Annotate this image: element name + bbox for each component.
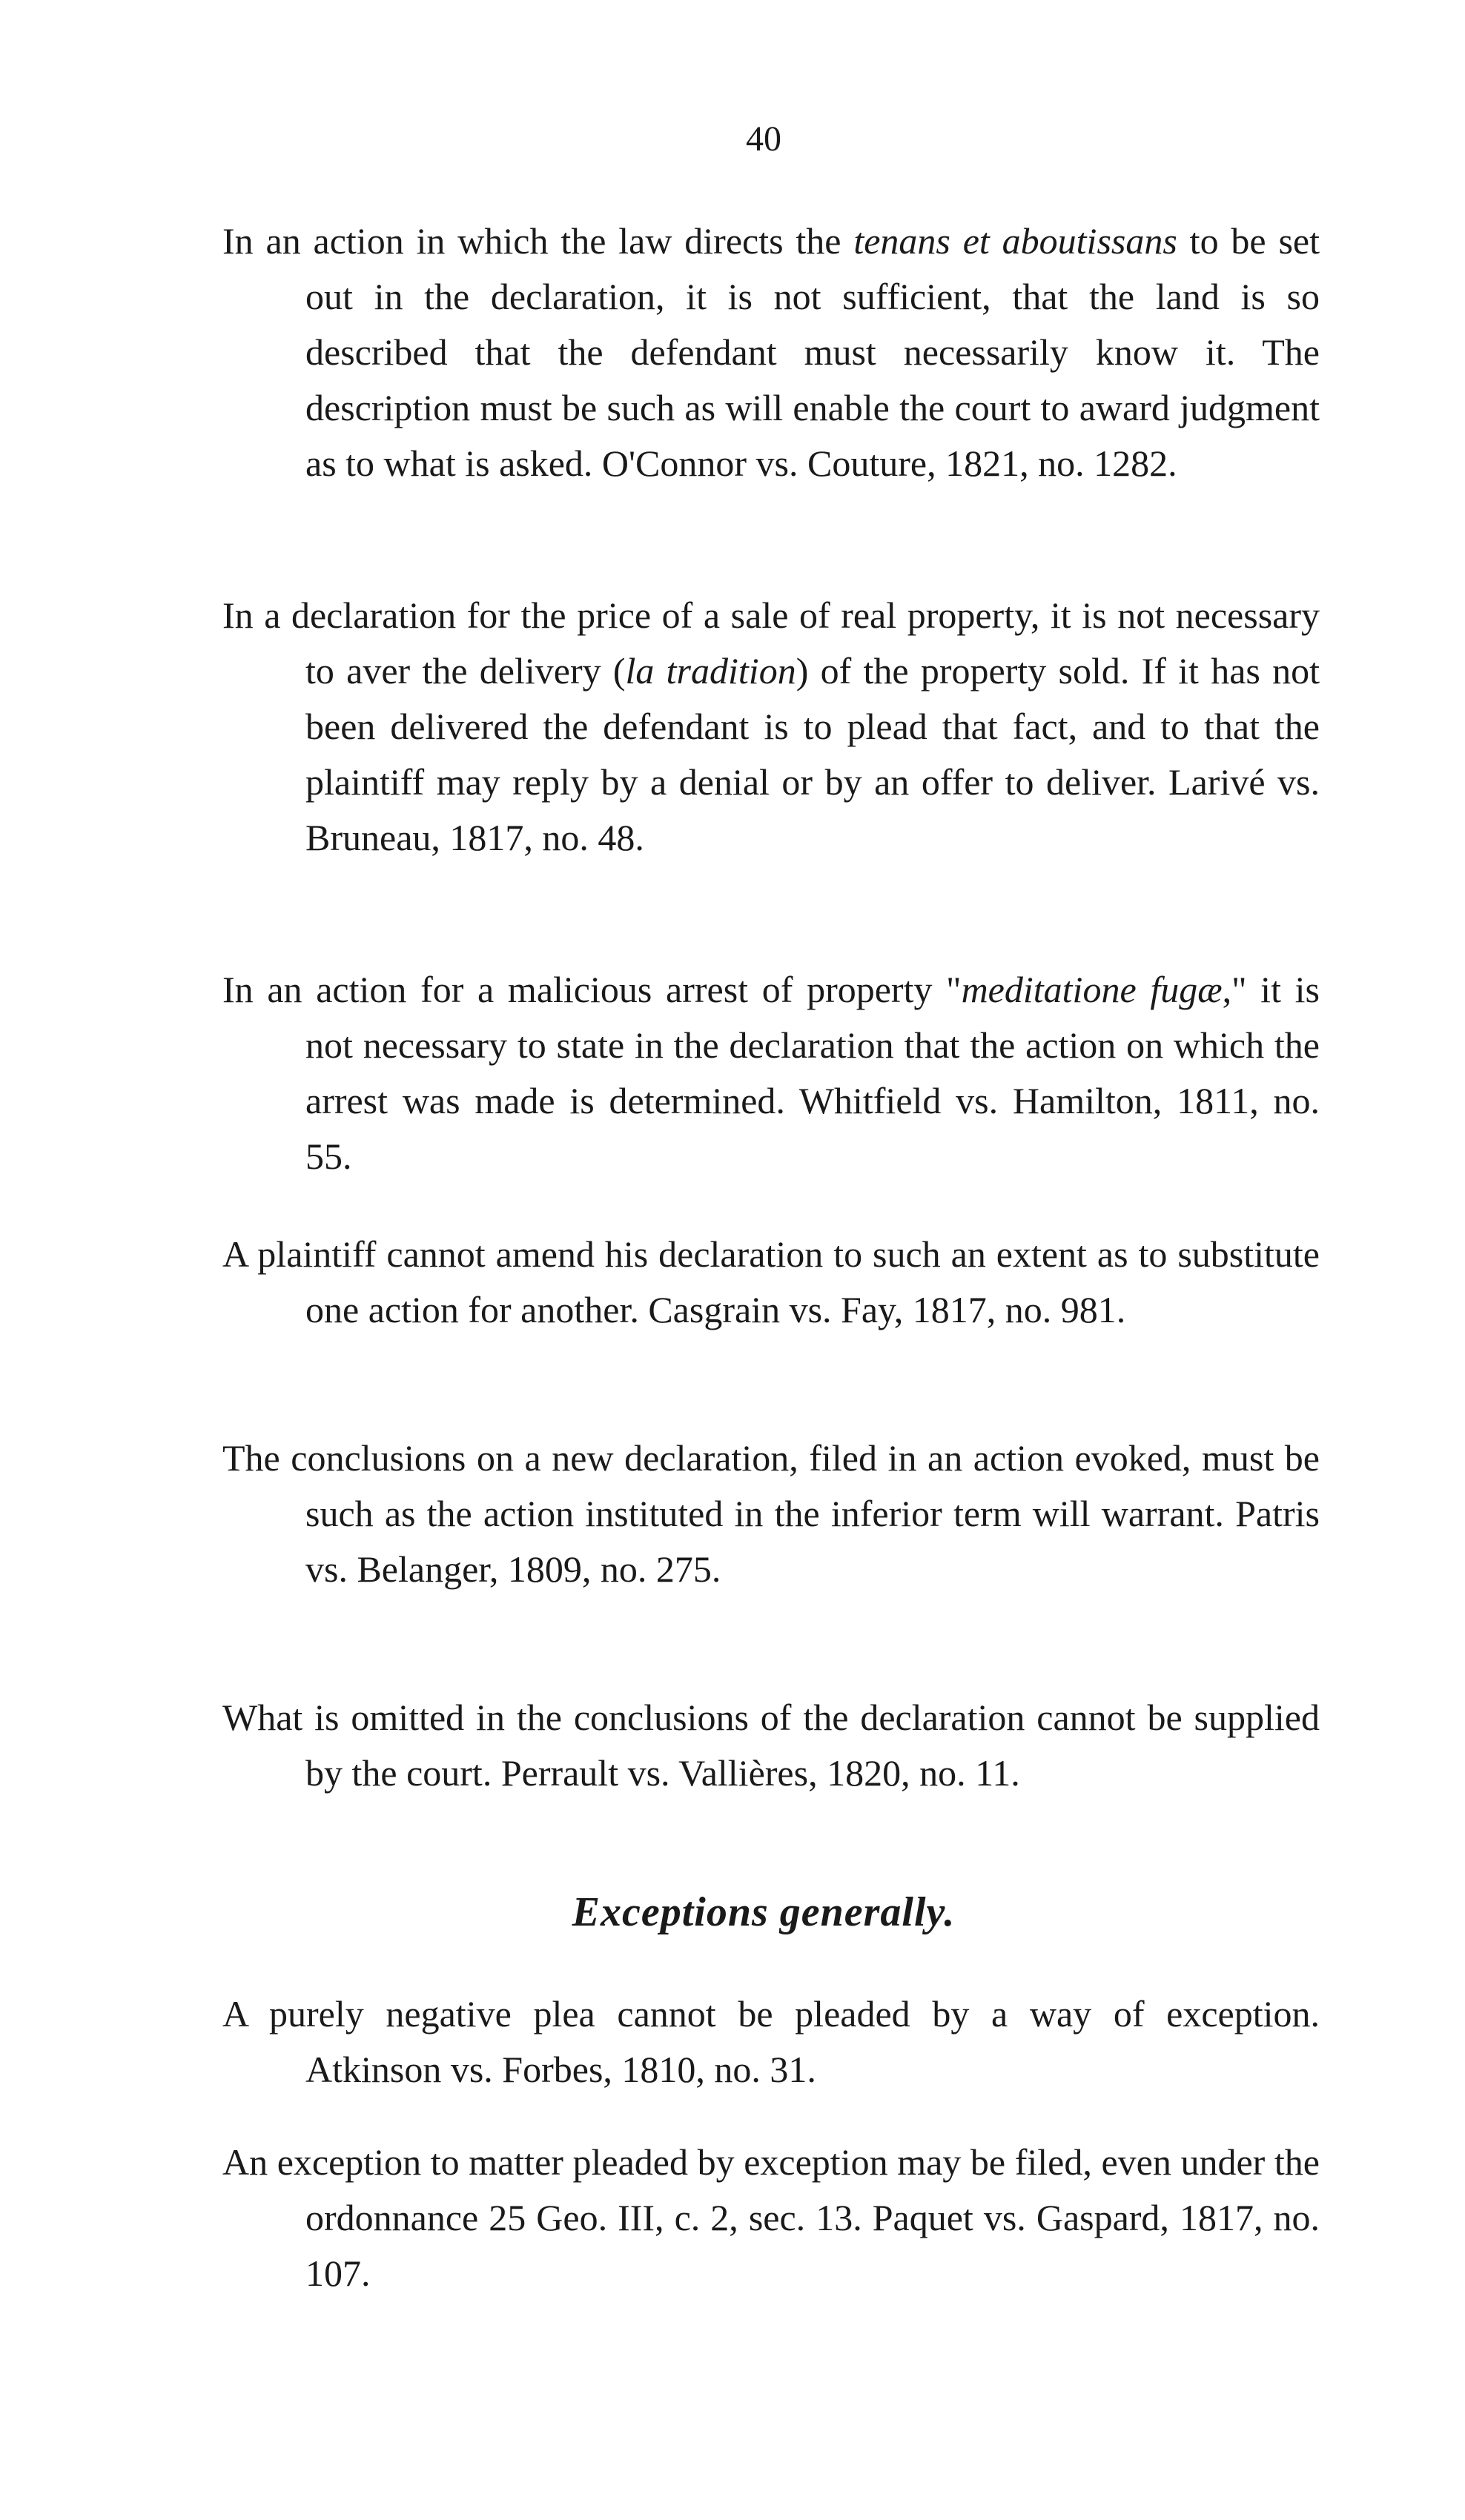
entry-text: The conclusions on a new declaration, filed in an action evoked, must be such as the action instituted in the inferior term will warrant. Patris vs. Belanger, 1809, no. 275. bbox=[222, 1437, 1320, 1590]
entry-paragraph bbox=[222, 588, 1320, 866]
entry-text-italic: la tradition bbox=[625, 650, 796, 692]
entry-text: In an action for a malicious arrest of property " bbox=[222, 969, 962, 1010]
entry-text: In a declaration for the price of a sale of real property, it is not necessary to aver the delivery ( bbox=[222, 594, 1320, 692]
entry-paragraph bbox=[222, 1430, 1320, 1597]
entry-text-italic: tenans et aboutissans bbox=[853, 220, 1177, 262]
entry-text: A plaintiff cannot amend his declaration to such an extent as to substitute one action for another. Casgrain vs. Fay, 1817, no. 981. bbox=[222, 1233, 1320, 1330]
entry-paragraph bbox=[222, 213, 1320, 491]
entry-text: to be set out in the declaration, it is not sufficient, that the land is so described that the defendant must necessarily know it. The description must be such as will enable the court to award judgment as to what is asked. O'Connor vs. Couture, 1821, no. 1282. bbox=[305, 220, 1320, 484]
entry-paragraph bbox=[222, 962, 1320, 1184]
entry-paragraph bbox=[222, 1986, 1320, 2098]
entry-text: What is omitted in the conclusions of the declaration cannot be supplied by the court. Perrault vs. Vallières, 1820, no. 11. bbox=[222, 1697, 1320, 1794]
entry-paragraph bbox=[222, 2135, 1320, 2301]
entry-text: A purely negative plea cannot be pleaded by a way of exception. Atkinson vs. Forbes, 1810, no. 31. bbox=[222, 1993, 1320, 2090]
entry-paragraph bbox=[222, 1227, 1320, 1338]
page-number: 40 bbox=[746, 119, 781, 159]
entry-text: ," it is not necessary to state in the declaration that the action on which the arrest was made is determined. Whitfield vs. Hamilton, 1811, no. 55. bbox=[305, 969, 1320, 1177]
entry-text: ) of the property sold. If it has not been delivered the defendant is to plead that fact, and to that the plaintiff may reply by a denial or by an offer to deliver. Larivé vs. Bruneau, 1817, no. 48. bbox=[305, 650, 1320, 858]
entry-paragraph bbox=[222, 1690, 1320, 1801]
section-heading: Exceptions generally. bbox=[572, 1889, 956, 1935]
entry-text: An exception to matter pleaded by exception may be filed, even under the ordonnance 25 Geo. III, c. 2, sec. 13. Paquet vs. Gaspard, 1817, no. 107. bbox=[222, 2141, 1320, 2294]
entry-text: In an action in which the law directs the bbox=[222, 220, 854, 262]
entry-text-italic: meditatione fugæ bbox=[961, 969, 1223, 1010]
